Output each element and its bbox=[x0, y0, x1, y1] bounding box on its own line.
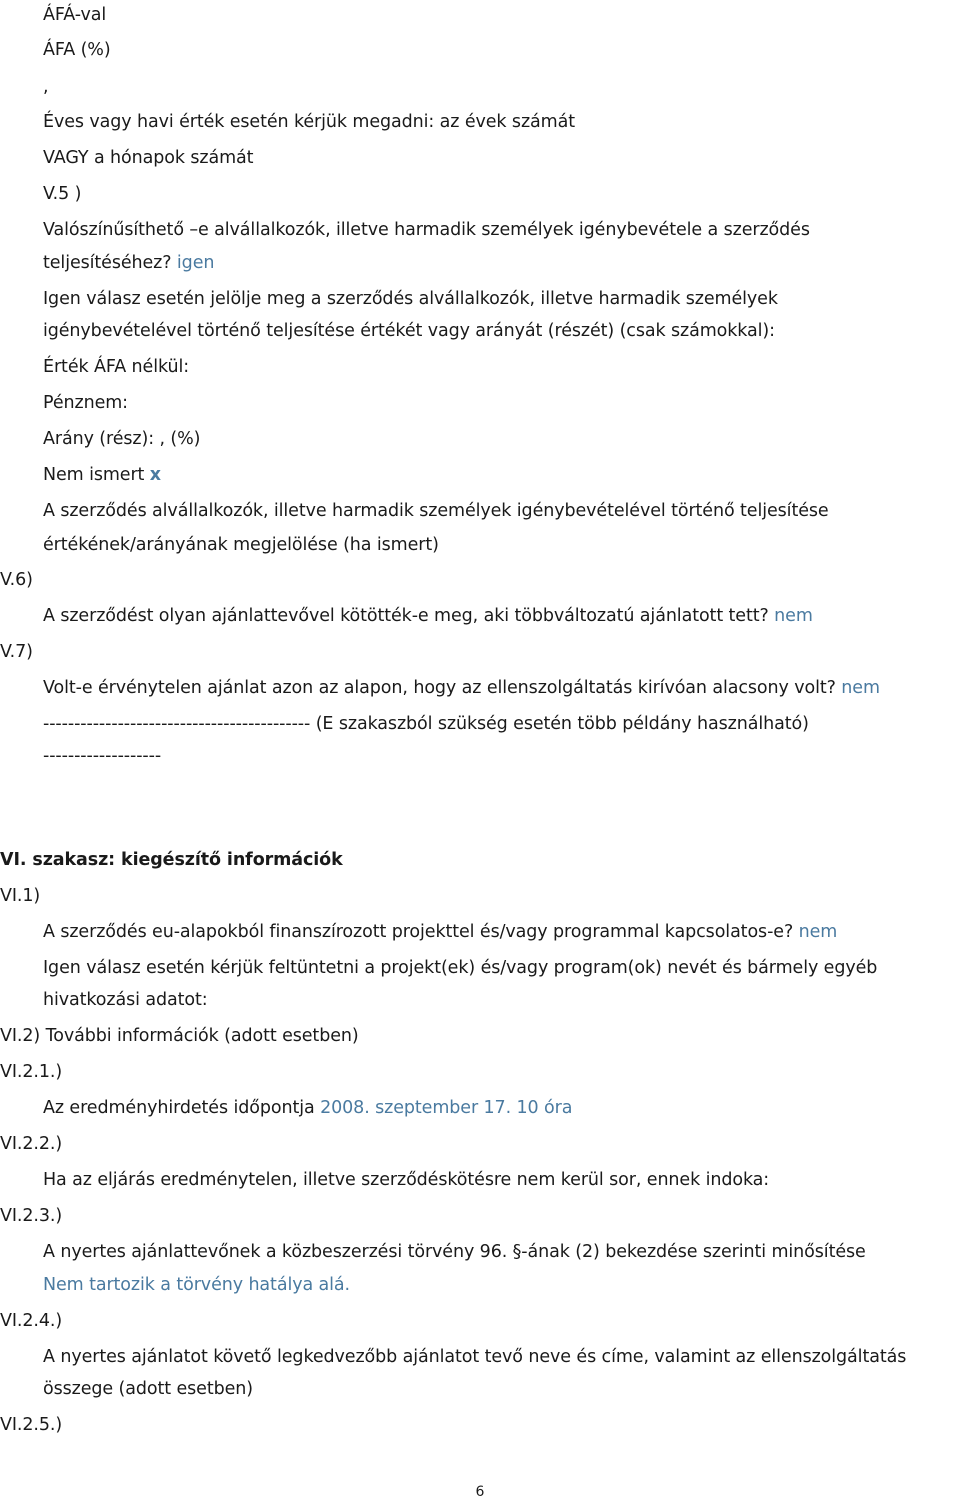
question-text: Valószínűsíthető –e alvállalkozók, illetve harmadik személyek igénybevétele a szerződés bbox=[43, 220, 810, 240]
page-number: 6 bbox=[475, 1484, 485, 1500]
text-line: Igen válasz esetén jelölje meg a szerződés alvállalkozók, illetve harmadik személyek bbox=[43, 289, 778, 309]
question-line bbox=[43, 1097, 572, 1119]
answer-value: 2008. szeptember 17. 10 óra bbox=[320, 1098, 573, 1118]
section-number: VI.2.4.) bbox=[0, 1311, 63, 1331]
section-number: VI.2.3.) bbox=[0, 1206, 63, 1226]
section-number: VI.2) További információk (adott esetben) bbox=[0, 1026, 359, 1046]
text-line: Igen válasz esetén kérjük feltüntetni a projekt(ek) és/vagy program(ok) nevét és bármely egyéb bbox=[43, 958, 878, 978]
question-text: Ha az eljárás eredménytelen, illetve szerződéskötésre nem kerül sor, ennek indoka: bbox=[43, 1170, 770, 1190]
answer-value: igen bbox=[176, 253, 215, 273]
field-label: Arány (rész): , (%) bbox=[43, 429, 201, 449]
text-line: hivatkozási adatot: bbox=[43, 990, 208, 1010]
text-line: VAGY a hónapok számát bbox=[43, 148, 254, 168]
section-number: VI.1) bbox=[0, 886, 41, 906]
section-number: V.6) bbox=[0, 570, 33, 590]
section-number: VI.2.2.) bbox=[0, 1134, 63, 1154]
question-text: A nyertes ajánlatot követő legkedvezőbb ajánlatot tevő neve és címe, valamint az ellenszolgáltatás bbox=[43, 1347, 907, 1367]
answer-value: nem bbox=[798, 922, 838, 942]
section-heading: VI. szakasz: kiegészítő információk bbox=[0, 850, 343, 870]
question-text: Az eredményhirdetés időpontja bbox=[43, 1098, 315, 1118]
section-number: VI.2.1.) bbox=[0, 1062, 63, 1082]
section-number: V.5 ) bbox=[43, 184, 82, 204]
question-line bbox=[43, 921, 837, 943]
field-line bbox=[43, 464, 161, 486]
question-text: A szerződést olyan ajánlattevővel kötötték-e meg, aki többváltozatú ajánlatott tett? bbox=[43, 606, 769, 626]
answer-value: Nem tartozik a törvény hatálya alá. bbox=[43, 1275, 351, 1295]
text-line: ÁFA (%) bbox=[43, 40, 111, 60]
text-line: Éves vagy havi érték esetén kérjük megadni: az évek számát bbox=[43, 112, 575, 132]
field-label: Érték ÁFA nélkül: bbox=[43, 357, 190, 377]
field-label: Pénznem: bbox=[43, 393, 128, 413]
text-line: értékének/arányának megjelölése (ha ismert) bbox=[43, 535, 439, 555]
text-line: , bbox=[43, 77, 49, 97]
section-number: V.7) bbox=[0, 642, 33, 662]
question-text: A nyertes ajánlattevőnek a közbeszerzési törvény 96. §-ának (2) bekezdése szerinti minősítése bbox=[43, 1242, 866, 1262]
question-text: összege (adott esetben) bbox=[43, 1379, 253, 1399]
section-number: VI.2.5.) bbox=[0, 1415, 63, 1435]
text-line: igénybevételével történő teljesítése értékét vagy arányát (részét) (csak számokkal): bbox=[43, 321, 775, 341]
question-line bbox=[43, 677, 880, 699]
question-line bbox=[43, 252, 214, 274]
text-line: ÁFÁ-val bbox=[43, 5, 107, 25]
text-line: A szerződés alvállalkozók, illetve harmadik személyek igénybevételével történő teljesítése bbox=[43, 501, 829, 521]
question-line bbox=[43, 605, 813, 627]
question-text: Volt-e érvénytelen ajánlat azon az alapon, hogy az ellenszolgáltatás kirívóan alacsony volt? bbox=[43, 678, 836, 698]
question-text: teljesítéséhez? bbox=[43, 253, 172, 273]
checkbox-mark: x bbox=[149, 465, 161, 485]
separator-line: ------------------- bbox=[43, 746, 162, 766]
answer-value: nem bbox=[841, 678, 880, 698]
field-label: Nem ismert bbox=[43, 465, 145, 485]
separator-note: ------------------------------------------- (E szakaszból szükség esetén több példány használható) bbox=[43, 714, 809, 734]
answer-value: nem bbox=[774, 606, 813, 626]
question-text: A szerződés eu-alapokból finanszírozott projekttel és/vagy programmal kapcsolatos-e? bbox=[43, 922, 794, 942]
